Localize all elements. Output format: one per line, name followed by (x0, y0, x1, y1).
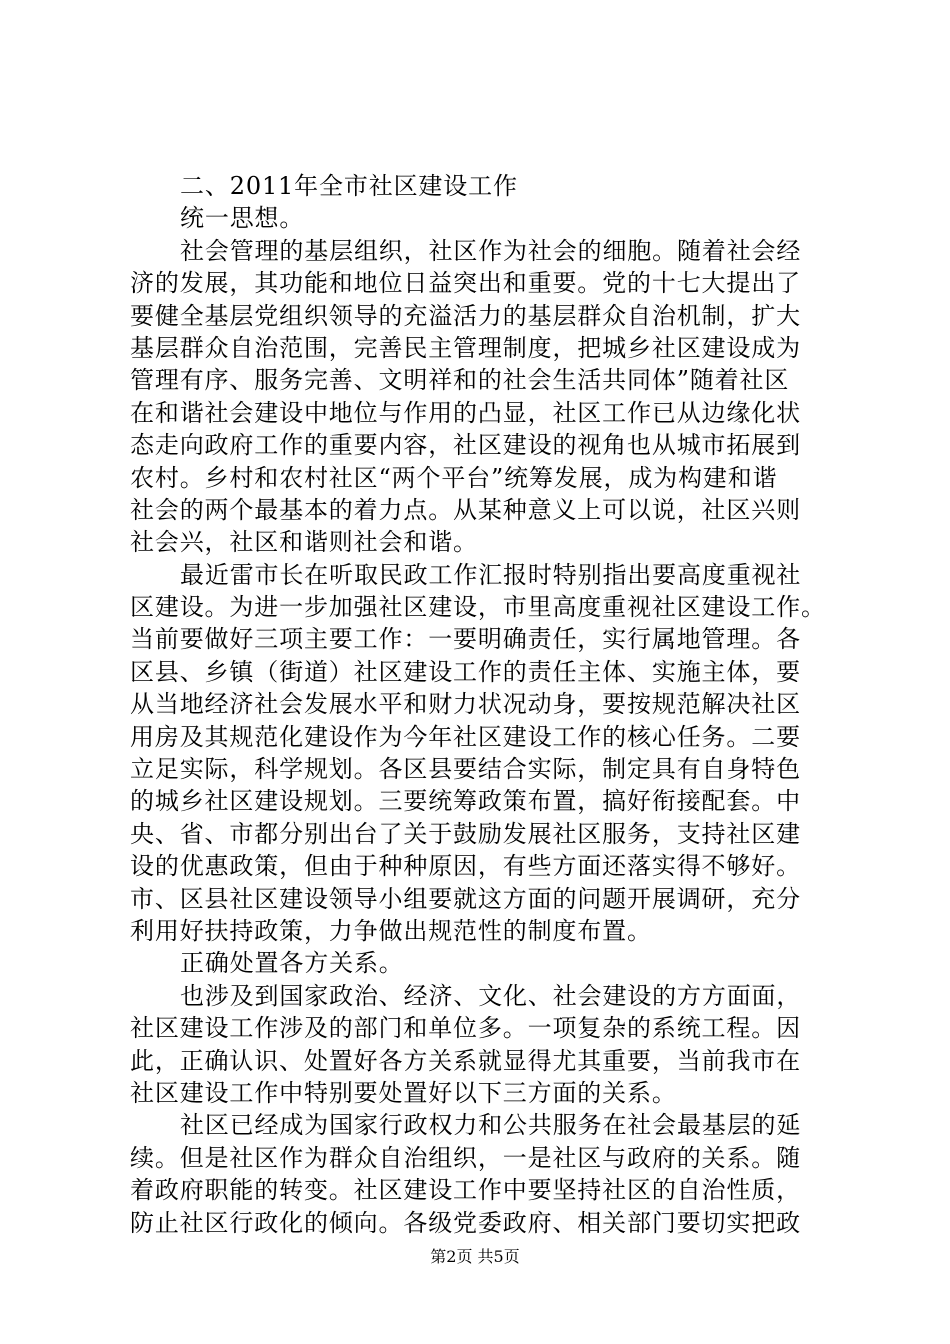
paragraph-line: 最近雷市长在听取民政工作汇报时特别指出要高度重视社 (180, 560, 802, 589)
paragraph-line: 区县、乡镇（街道）社区建设工作的责任主体、实施主体，要 (130, 657, 801, 686)
paragraph-line: 社区建设工作涉及的部门和单位多。一项复杂的系统工程。因 (130, 1014, 801, 1043)
subheading: 正确处置各方关系。 (180, 949, 404, 978)
paragraph-line: 基层群众自治范围，完善民主管理制度，把城乡社区建设成为 (130, 333, 801, 362)
paragraph-line: 社区已经成为国家行政权力和公共服务在社会最基层的延 (180, 1111, 802, 1140)
paragraph-line: 管理有序、服务完善、文明祥和的社会生活共同体”随着社区 (130, 366, 790, 395)
paragraph-line: 济的发展，其功能和地位日益突出和重要。党的十七大提出了 (130, 269, 801, 298)
paragraph-line: 要健全基层党组织领导的充溢活力的基层群众自治机制，扩大 (130, 301, 801, 330)
paragraph-line: 社会兴，社区和谐则社会和谐。 (130, 528, 478, 557)
paragraph-line: 农村。乡村和农村社区“两个平台”统筹发展，成为构建和谐 (130, 463, 778, 492)
paragraph-line: 当前要做好三项主要工作：一要明确责任，实行属地管理。各 (130, 625, 801, 654)
paragraph-line: 此，正确认识、处置好各方关系就显得尤其重要，当前我市在 (130, 1046, 801, 1075)
subheading: 统一思想。 (180, 204, 305, 233)
section-heading: 二、2011年全市社区建设工作 (180, 172, 518, 200)
paragraph-line: 在和谐社会建设中地位与作用的凸显，社区工作已从边缘化状 (130, 398, 801, 427)
paragraph-line: 社区建设工作中特别要处置好以下三方面的关系。 (130, 1078, 677, 1107)
paragraph-line: 设的优惠政策，但由于种种原因，有些方面还落实得不够好。 (130, 852, 801, 881)
paragraph-line: 市、区县社区建设领导小组要就这方面的问题开展调研，充分 (130, 884, 801, 913)
paragraph-line: 的城乡社区建设规划。三要统筹政策布置，搞好衔接配套。中 (130, 787, 801, 816)
paragraph-line: 央、省、市都分别出台了关于鼓励发展社区服务，支持社区建 (130, 819, 801, 848)
paragraph-line: 利用好扶持政策，力争做出规范性的制度布置。 (130, 916, 652, 945)
paragraph-line: 区建设。为进一步加强社区建设，市里高度重视社区建设工作。 (130, 593, 826, 622)
paragraph-line: 着政府职能的转变。社区建设工作中要坚持社区的自治性质， (130, 1176, 801, 1205)
paragraph-line: 用房及其规范化建设作为今年社区建设工作的核心任务。二要 (130, 722, 801, 751)
body-text (130, 170, 842, 1239)
paragraph-line: 续。但是社区作为群众自治组织，一是社区与政府的关系。随 (130, 1143, 801, 1172)
paragraph-line: 社会管理的基层组织，社区作为社会的细胞。随着社会经 (180, 236, 802, 265)
paragraph-line: 从当地经济社会发展水平和财力状况动身，要按规范解决社区 (130, 690, 801, 719)
page-footer: 第2页 共5页 (430, 1247, 520, 1266)
paragraph-line: 立足实际，科学规划。各区县要结合实际，制定具有自身特色 (130, 755, 801, 784)
paragraph-line: 也涉及到国家政治、经济、文化、社会建设的方方面面， (180, 981, 802, 1010)
paragraph-line: 防止社区行政化的倾向。各级党委政府、相关部门要切实把政 (130, 1208, 801, 1237)
paragraph-line: 态走向政府工作的重要内容，社区建设的视角也从城市拓展到 (130, 431, 801, 460)
paragraph-line: 社会的两个最基本的着力点。从某种意义上可以说，社区兴则 (130, 495, 801, 524)
